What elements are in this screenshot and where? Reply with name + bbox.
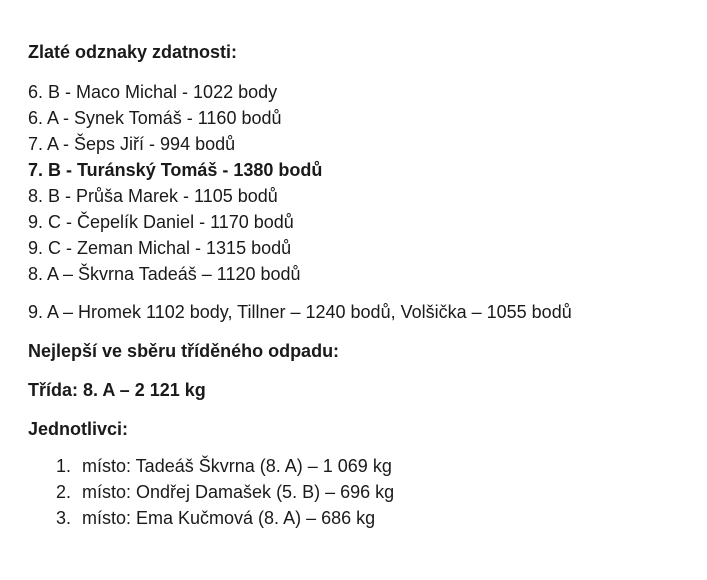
badge-entry-9a: 9. A – Hromek 1102 body, Tillner – 1240 bodů, Volšička – 1055 bodů (28, 302, 572, 322)
badge-entry: 6. A - Synek Tomáš - 1160 bodů (28, 108, 282, 128)
badges-heading: Zlaté odznaky zdatnosti: (28, 42, 238, 62)
badge-entry: 8. A – Škvrna Tadeáš – 1120 bodů (28, 264, 301, 284)
list-item-text: místo: Tadeáš Škvrna (8. A) – 1 069 kg (82, 456, 392, 476)
list-number: 1. (56, 456, 72, 476)
badge-entry: 7. A - Šeps Jiří - 994 bodů (28, 134, 236, 154)
list-item-text: místo: Ondřej Damašek (5. B) – 696 kg (82, 482, 395, 502)
individuals-heading: Jednotlivci: (28, 419, 129, 439)
list-number: 2. (56, 482, 72, 502)
badge-entry-highlighted: 7. B - Turánský Tomáš - 1380 bodů (28, 160, 323, 180)
list-number: 3. (56, 508, 72, 528)
badge-entry: 9. C - Zeman Michal - 1315 bodů (28, 238, 292, 258)
list-item-text: místo: Ema Kučmová (8. A) – 686 kg (82, 508, 376, 528)
badge-entry: 6. B - Maco Michal - 1022 body (28, 82, 278, 102)
badge-entry: 8. B - Průša Marek - 1105 bodů (28, 186, 278, 206)
badge-entry: 9. C - Čepelík Daniel - 1170 bodů (28, 212, 294, 232)
class-winner: Třída: 8. A – 2 121 kg (28, 380, 206, 400)
waste-heading: Nejlepší ve sběru tříděného odpadu: (28, 341, 340, 361)
